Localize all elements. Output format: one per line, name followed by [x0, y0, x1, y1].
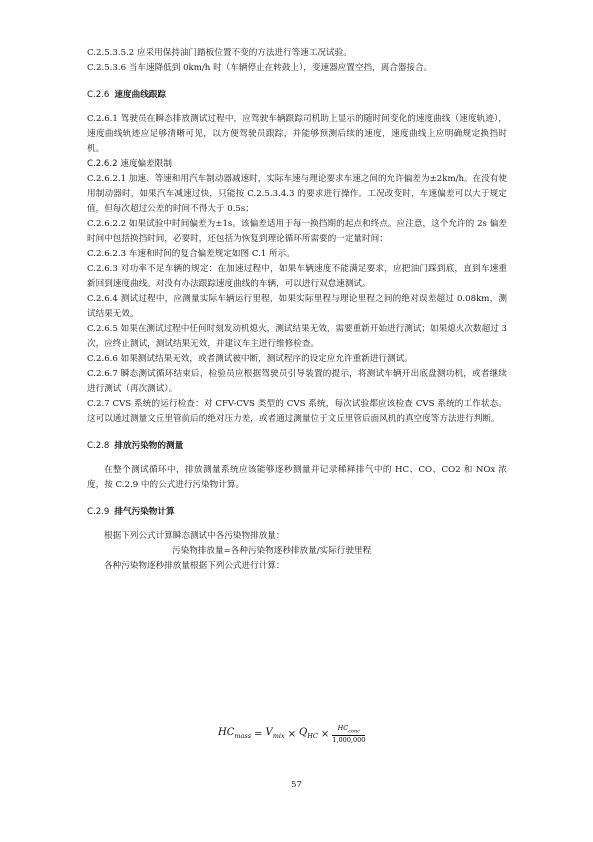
paragraph-c29-intro: 根据下列公式计算瞬态测试中各污染物排放量：: [104, 531, 285, 541]
paragraph-c25352: C.2.5.3.5.2 应采用保持油门踏板位置不变的方法进行等速工况试验。: [87, 48, 352, 58]
section-title: 排放污染物的测量: [114, 441, 184, 451]
paragraph-c2622: C.2.6.2.2 如果试验中时间偏差为±1s。该偏差适用于每一换挡期的起点和终点。应注意，这个允许的 2s 偏差时间中包括换挡时间，必要时，还包括为恢复到理论循环所需要的一定量时间；: [87, 219, 507, 244]
section-title: 速度曲线跟踪: [114, 90, 166, 100]
formula-times-2: ×: [320, 728, 330, 740]
paragraph-c266: C.2.6.6 如果测试结果无效，或者测试被中断，测试程序的设定应允许重新进行测试。: [87, 354, 413, 364]
paragraph-c264: C.2.6.4 测试过程中，应测量实际车辆运行里程，如果实际里程与理论里程之间的绝对误差超过 0.08km，测试结果无效。: [87, 294, 507, 319]
section-heading-c29: [87, 505, 507, 520]
subsection-title: 速度偏差限制: [120, 159, 172, 169]
paragraph-c29-definition: 污染物排放量=各种污染物逐秒排放量/实际行驶里程: [172, 546, 372, 556]
page-number: 57: [291, 780, 302, 790]
paragraph-c263: C.2.6.3 对功率不足车辆的规定：在加速过程中，如果车辆速度不能满足要求，应把油门踩到底，直到车速重新回到速度曲线。对没有办法跟踪速度曲线的车辆，可以进行双怠速测试。: [87, 264, 507, 289]
subsection-number: C.2.6.2: [87, 159, 118, 169]
formula-lhs: $HC_{mass}$: [218, 726, 252, 740]
paragraph-c27: C.2.7 CVS 系统的运行检查：对 CFV-CVS 类型的 CVS 系统，每次试验都应该检查 CVS 系统的工作状态。这可以通过测量文丘里管前后的绝对压力差，或者通过测量位于文丘里管后面风机的真空度等方法进行判断。: [87, 399, 507, 424]
section-number: C.2.6: [87, 90, 110, 100]
section-heading-c28: [87, 439, 507, 454]
section-title: 排气污染物计算: [114, 507, 175, 517]
section-number: C.2.9: [87, 507, 110, 517]
paragraph-c265: C.2.6.5 如果在测试过程中任何时刻发动机熄火，测试结果无效，需要重新开始进行测试；如果熄火次数超过 3 次，应终止测试，测试结果无效，并建议车主进行维修检查。: [87, 324, 507, 349]
formula-times-1: ×: [287, 728, 297, 740]
formula-equals: =: [254, 728, 263, 740]
paragraph-c29-formula-intro: 各种污染物逐秒排放量根据下列公式进行计算：: [104, 561, 285, 571]
subsection-heading-c262: [87, 157, 507, 172]
paragraph-c267: C.2.6.7 瞬态测试循环结束后，检验员应根据驾驶员引导装置的提示，将测试车辆开出底盘测功机，或者继续进行测试（再次测试）。: [87, 369, 507, 394]
fraction-numerator: $HC_{conc}$: [337, 724, 361, 735]
formula-fraction: [332, 724, 365, 744]
paragraph-c2623: C.2.6.2.3 车速和时间的复合偏差规定如图 C.1 所示。: [87, 249, 295, 259]
page-content: [87, 46, 507, 574]
hc-mass-formula: [218, 724, 365, 744]
paragraph-c2621: C.2.6.2.1 加速、等速和用汽车制动器减速时，实际车速与理论要求车速之间的允许偏差为±2km/h。在没有使用制动器时，如果汽车减速过快，只能按 C.2.5.3.4.3 的要求进行操作。工况改变时，车速偏差可以大于规定值，但每次超过公差的时间不得大于 0.5s；: [87, 174, 508, 214]
section-heading-c26: [87, 88, 507, 103]
formula-vmix: $V_{mix}$: [265, 726, 285, 740]
paragraph-c28-body: 在整个测试循环中，排放测量系统应该能够逐秒测量并记录稀释排气中的 HC、CO、CO2 和 NOx 浓度，按 C.2.9 中的公式进行污染物计算。: [87, 465, 507, 490]
formula-qhc: $Q_{HC}$: [299, 726, 318, 740]
fraction-denominator: 1,000,000: [332, 736, 366, 745]
section-number: C.2.8: [87, 441, 110, 451]
paragraph-c261: C.2.6.1 驾驶员在瞬态排放测试过程中，应驾驶车辆跟踪司机助上显示的随时间变化的速度曲线（速度轨迹），速度曲线轨迹应足够清晰可见，以方便驾驶员跟踪，并能够预测后续的速度，速度曲线上应明确规定换挡时机。: [87, 114, 507, 154]
paragraph-c2536: C.2.5.3.6 当车速降低到 0km/h 时（车辆停止在转鼓上），变速器应置空挡，离合器接合。: [87, 63, 433, 73]
